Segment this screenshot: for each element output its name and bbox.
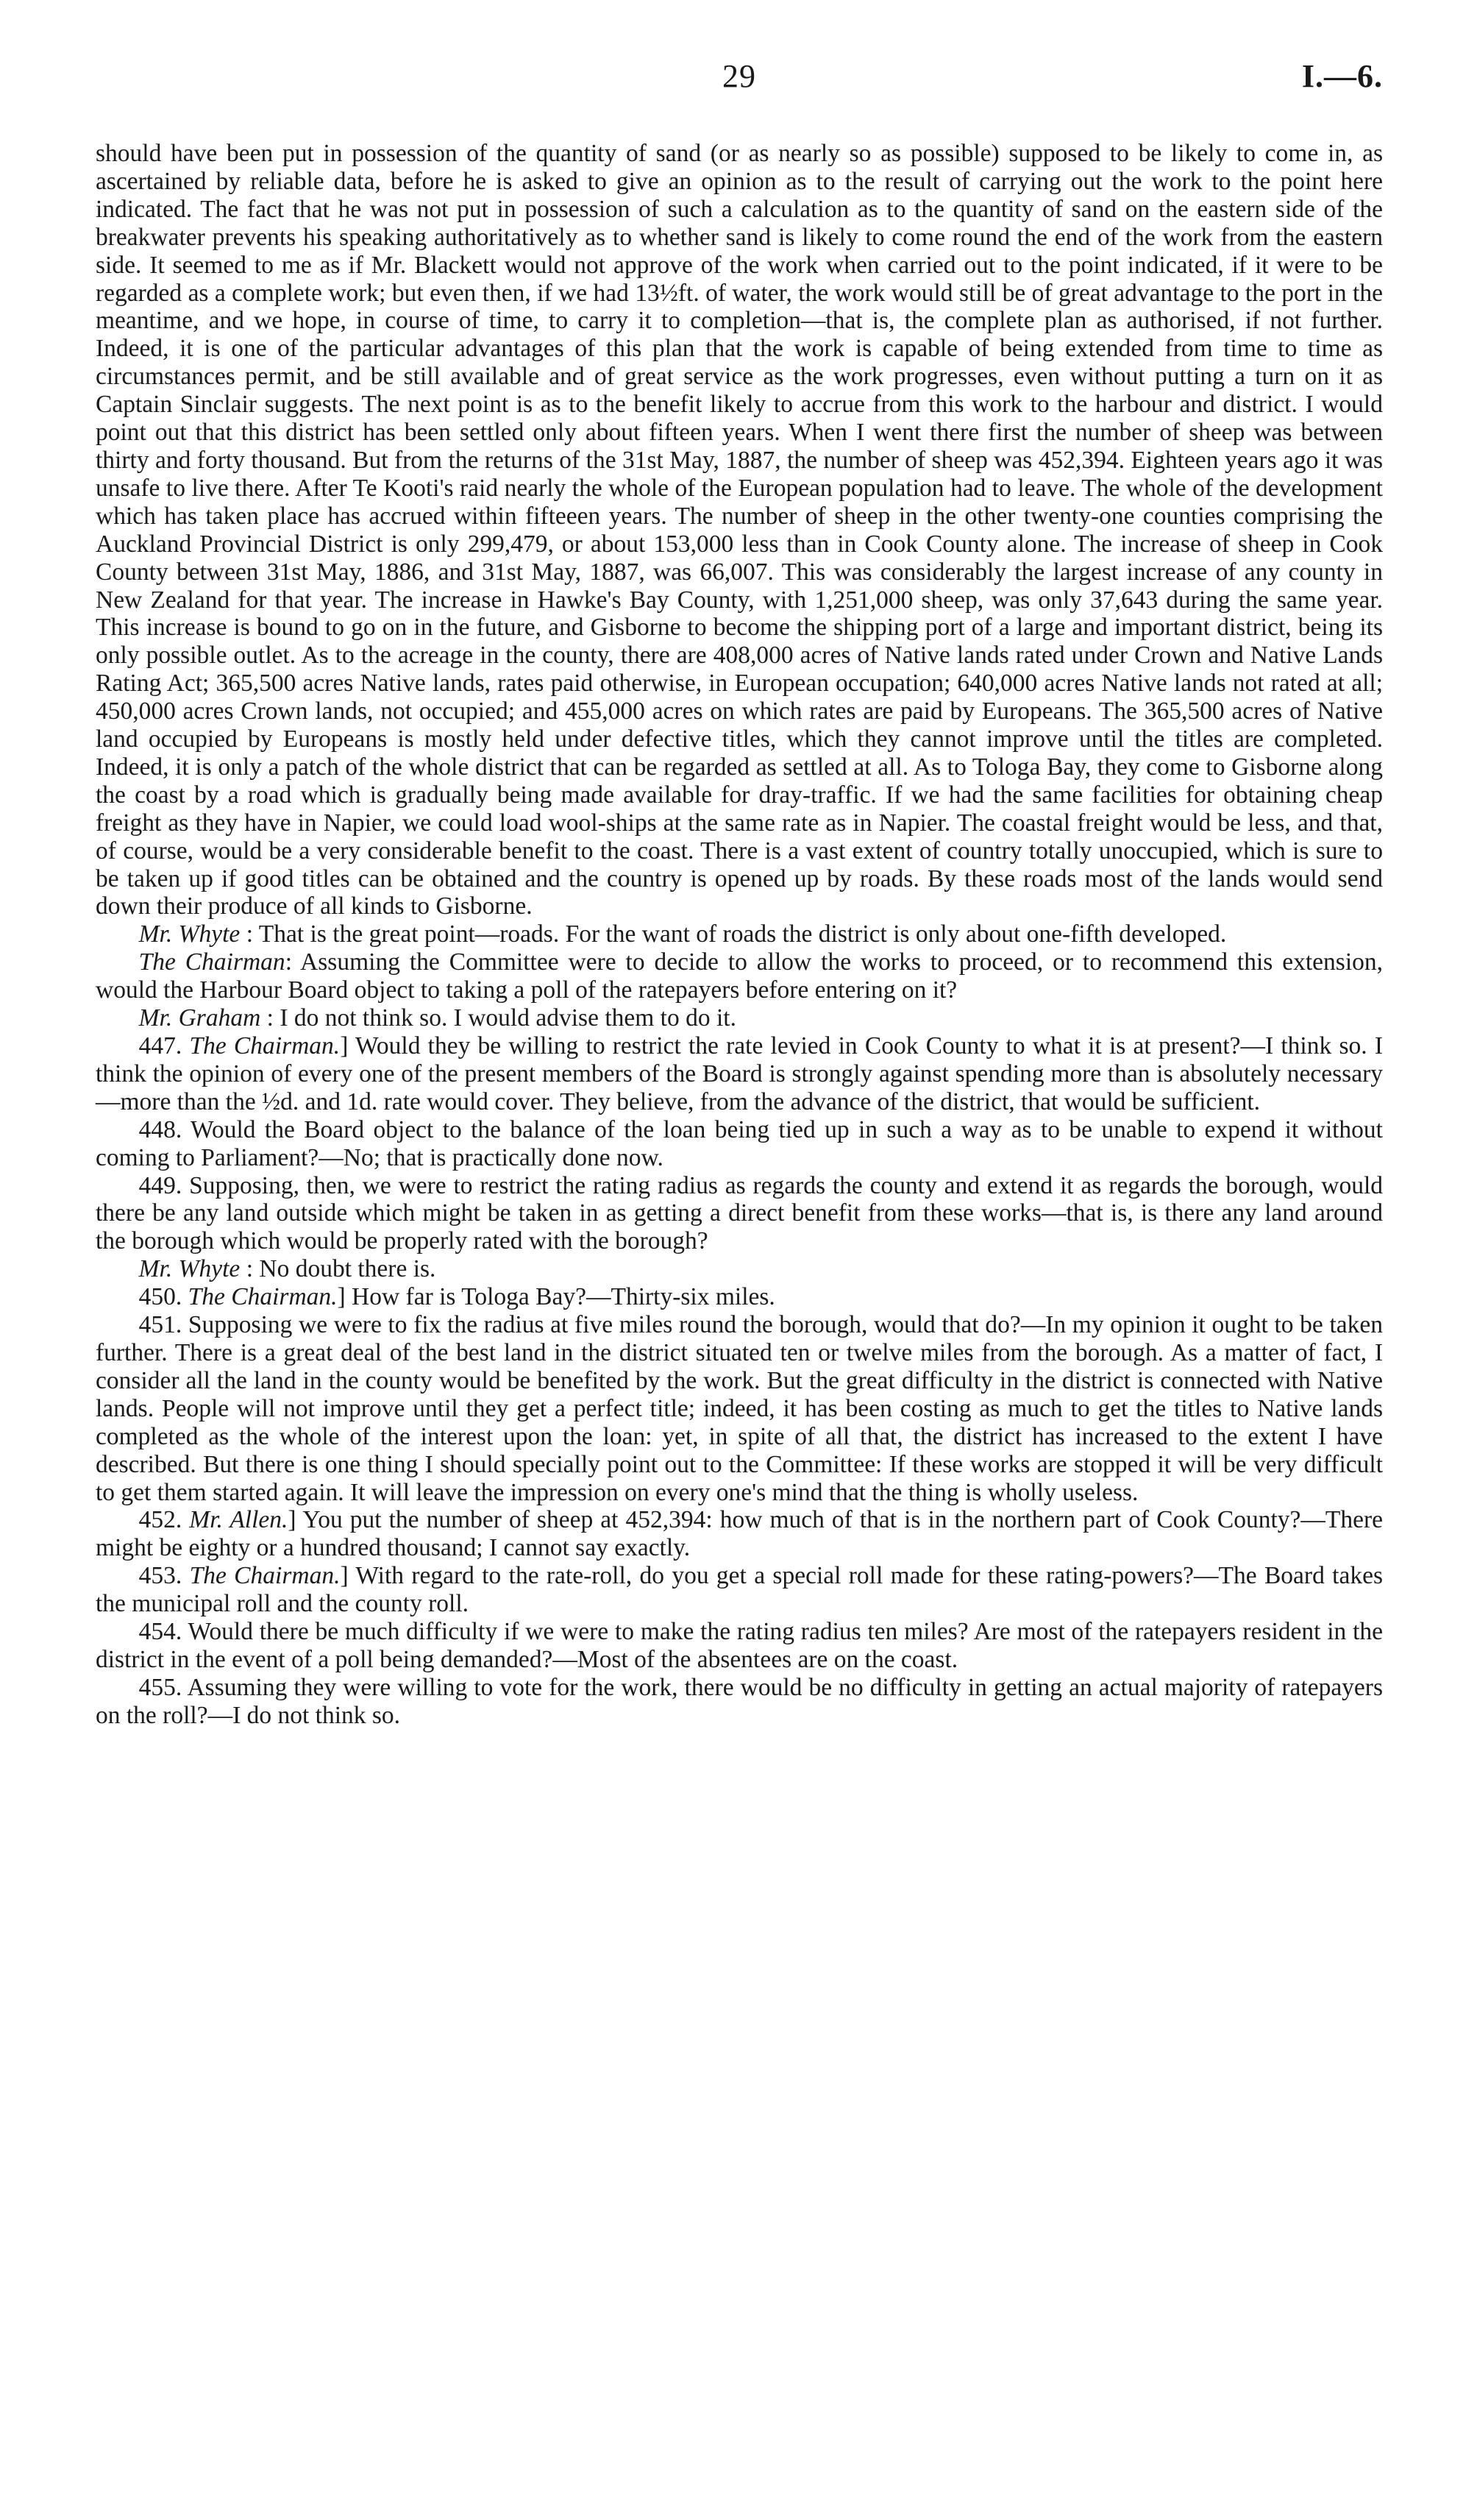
speaker-paragraph <box>96 920 1383 948</box>
numbered-question <box>96 1562 1383 1618</box>
paragraph-text: Supposing we were to fix the radius at five miles round the borough, would that do?—In my opinion it ought to be taken further. There is a great deal of the best land in the district situated ten or twelve miles from the borough. As a matter of fact, I consider all the land in the county would be benefited by the work. But the great difficulty in the district is connected with Native lands. People will not improve until they get a perfect title; indeed, it has been costing as much to get the titles to Native lands completed as the whole of the interest upon the loan: yet, in spite of all that, the district has increased to the extent I have described. But there is one thing I should specially point out to the Committee: If these works are stopped it will be very difficult to get them started again. It will leave the impression on every one's mind that the thing is wholly useless. <box>96 1311 1383 1506</box>
paragraph-text: How far is Tologa Bay?—Thirty-six miles. <box>352 1283 775 1311</box>
page-header <box>96 57 1383 109</box>
speaker-name: Mr. Graham <box>138 1004 261 1032</box>
numbered-question <box>96 1032 1383 1116</box>
speaker-punctuation: ] <box>288 1506 296 1534</box>
question-number: 455. <box>138 1673 182 1701</box>
evidence-text <box>96 140 1383 1730</box>
document-reference: I.—6. <box>1301 58 1383 94</box>
paragraph-text: should have been put in possession of the quantity of sand (or as nearly so as possible) supposed to be likely to come in, as ascertained by reliable data, before he is asked to give an opinion as to the result of carrying out the work to the point here indicated. The fact that he was not put in possession of such a calculation as to the quantity of sand on the eastern side of the breakwater prevents his speaking authoritatively as to whether sand is likely to come round the end of the work from the eastern side. It seemed to me as if Mr. Blackett would not approve of the work when carried out to the point indicated, if it were to be regarded as a complete work; but even then, if we had 13½ft. of water, the work would still be of great advantage to the port in the meantime, and we hope, in course of time, to carry it to completion—that is, the complete plan as authorised, if not further. Indeed, it is one of the particular advantages of this plan that the work is capable of being extended from time to time as circumstances permit, and be still available and of great service as the work progresses, even without putting a turn on it as Captain Sinclair suggests. The next point is as to the benefit likely to accrue from this work to the harbour and district. I would point out that this district has been settled only about fifteen years. When I went there first the number of sheep was between thirty and forty thousand. But from the returns of the 31st May, 1887, the number of sheep was 452,394. Eighteen years ago it was unsafe to live there. After Te Kooti's raid nearly the whole of the European population had to leave. The whole of the development which has taken place has accrued within fifteeen years. The number of sheep in the other twenty-one counties comprising the Auckland Provincial District is only 299,479, or about 153,000 less than in Cook County alone. The increase of sheep in Cook County between 31st May, 1886, and 31st May, 1887, was 66,007. This was considerably the largest increase of any county in New Zealand for that year. The increase in Hawke's Bay County, with 1,251,000 sheep, was only 37,643 during the same year. This increase is bound to go on in the future, and Gisborne to become the shipping port of a large and important district, being its only possible outlet. As to the acreage in the county, there are 408,000 acres of Native lands rated under Crown and Native Lands Rating Act; 365,500 acres Native lands, rates paid otherwise, in European occupation; 640,000 acres Native lands not rated at all; 450,000 acres Crown lands, not occupied; and 455,000 acres on which rates are paid by Europeans. The 365,500 acres of Native land occupied by Europeans is mostly held under defective titles, which they cannot improve until the titles are completed. Indeed, it is only a patch of the whole district that can be regarded as settled at all. As to Tologa Bay, they come to Gisborne along the coast by a road which is gradually being made available for dray-traffic. If we had the same facilities for obtaining cheap freight as they have in Napier, we could load wool-ships at the same rate as in Napier. The coastal freight would be less, and that, of course, would be a very considerable benefit to the coast. There is a vast extent of country totally unoccupied, which is sure to be taken up if good titles can be obtained and the country is opened up by roads. By these roads most of the lands would send down their produce of all kinds to Gisborne. <box>96 140 1383 920</box>
numbered-question <box>96 1172 1383 1256</box>
speaker-punctuation: : <box>246 1255 253 1283</box>
question-number: 453. <box>138 1562 182 1590</box>
question-number: 454. <box>138 1618 182 1646</box>
paragraph-text: Would they be willing to restrict the rate levied in Cook County to what it is at present?—I think so. I think the opinion of every one of the present members of the Board is strongly against spending more than is absolutely necessary—more than the ½d. and 1d. rate would cover. They believe, from the advance of the district, that would be sufficient. <box>96 1032 1383 1115</box>
speaker-name: The Chairman <box>138 948 285 976</box>
question-number: 450. <box>138 1283 182 1311</box>
numbered-question <box>96 1311 1383 1506</box>
page-number: 29 <box>722 58 756 94</box>
paragraph-text: Would the Board object to the balance of the loan being tied up in such a way as to be unable to expend it without coming to Parliament?—No; that is practically done now. <box>96 1115 1383 1171</box>
speaker-paragraph <box>96 1255 1383 1283</box>
speaker-name: The Chairman. <box>189 1032 341 1060</box>
speaker-punctuation: ] <box>340 1562 349 1590</box>
paragraph-text: Supposing, then, we were to restrict the rating radius as regards the county and extend it as regards the borough, would there be any land outside which might be taken in as getting a direct benefit from these works—that is, is there any land around the borough which would be properly rated with the borough? <box>96 1171 1384 1255</box>
paragraph-text: I do not think so. I would advise them to do it. <box>280 1004 736 1032</box>
speaker-name: The Chairman. <box>189 1562 341 1590</box>
paragraph-text: Assuming they were willing to vote for the work, there would be no difficulty in getting an actual majority of ratepayers on the roll?—I do not think so. <box>96 1673 1383 1729</box>
paragraph-text: Assuming the Committee were to decide to allow the works to proceed, or to recommend this extension, would the Harbour Board object to taking a poll of the ratepayers before entering on it? <box>96 948 1384 1004</box>
numbered-question <box>96 1506 1383 1562</box>
paragraph-text: You put the number of sheep at 452,394: how much of that is in the northern part of Cook County?—There might be eighty or a hundred thousand; I cannot say exactly. <box>96 1506 1383 1562</box>
question-number: 449. <box>138 1171 182 1199</box>
paragraph-text: Would there be much difficulty if we were to make the rating radius ten miles? Are most of the ratepayers resident in the district in the event of a poll being demanded?—Most of the absentees are on the coast. <box>96 1618 1384 1673</box>
numbered-question <box>96 1283 1383 1311</box>
speaker-punctuation: ] <box>340 1032 349 1060</box>
speaker-punctuation: : <box>246 920 253 948</box>
question-number: 447. <box>138 1032 182 1060</box>
paragraph-text: With regard to the rate-roll, do you get a special roll made for these rating-powers?—The Board takes the municipal roll and the county roll. <box>96 1562 1383 1618</box>
paragraph-text: No doubt there is. <box>259 1255 436 1283</box>
numbered-question <box>96 1618 1383 1674</box>
speaker-name: Mr. Allen. <box>189 1506 288 1534</box>
speaker-name: Mr. Whyte <box>138 920 241 948</box>
question-number: 448. <box>138 1115 182 1143</box>
numbered-question <box>96 1674 1383 1730</box>
speaker-name: Mr. Whyte <box>138 1255 241 1283</box>
speaker-paragraph <box>96 1004 1383 1032</box>
question-number: 451. <box>138 1311 182 1339</box>
paragraph-text: That is the great point—roads. For the want of roads the district is only about one-fifth developed. <box>258 920 1227 948</box>
speaker-punctuation: ] <box>337 1283 346 1311</box>
paragraph-continuation <box>96 140 1383 920</box>
speaker-punctuation: : <box>266 1004 274 1032</box>
numbered-question <box>96 1116 1383 1172</box>
speaker-paragraph <box>96 948 1383 1004</box>
speaker-name: The Chairman. <box>188 1283 338 1311</box>
question-number: 452. <box>138 1506 182 1534</box>
speaker-punctuation: : <box>285 948 292 976</box>
